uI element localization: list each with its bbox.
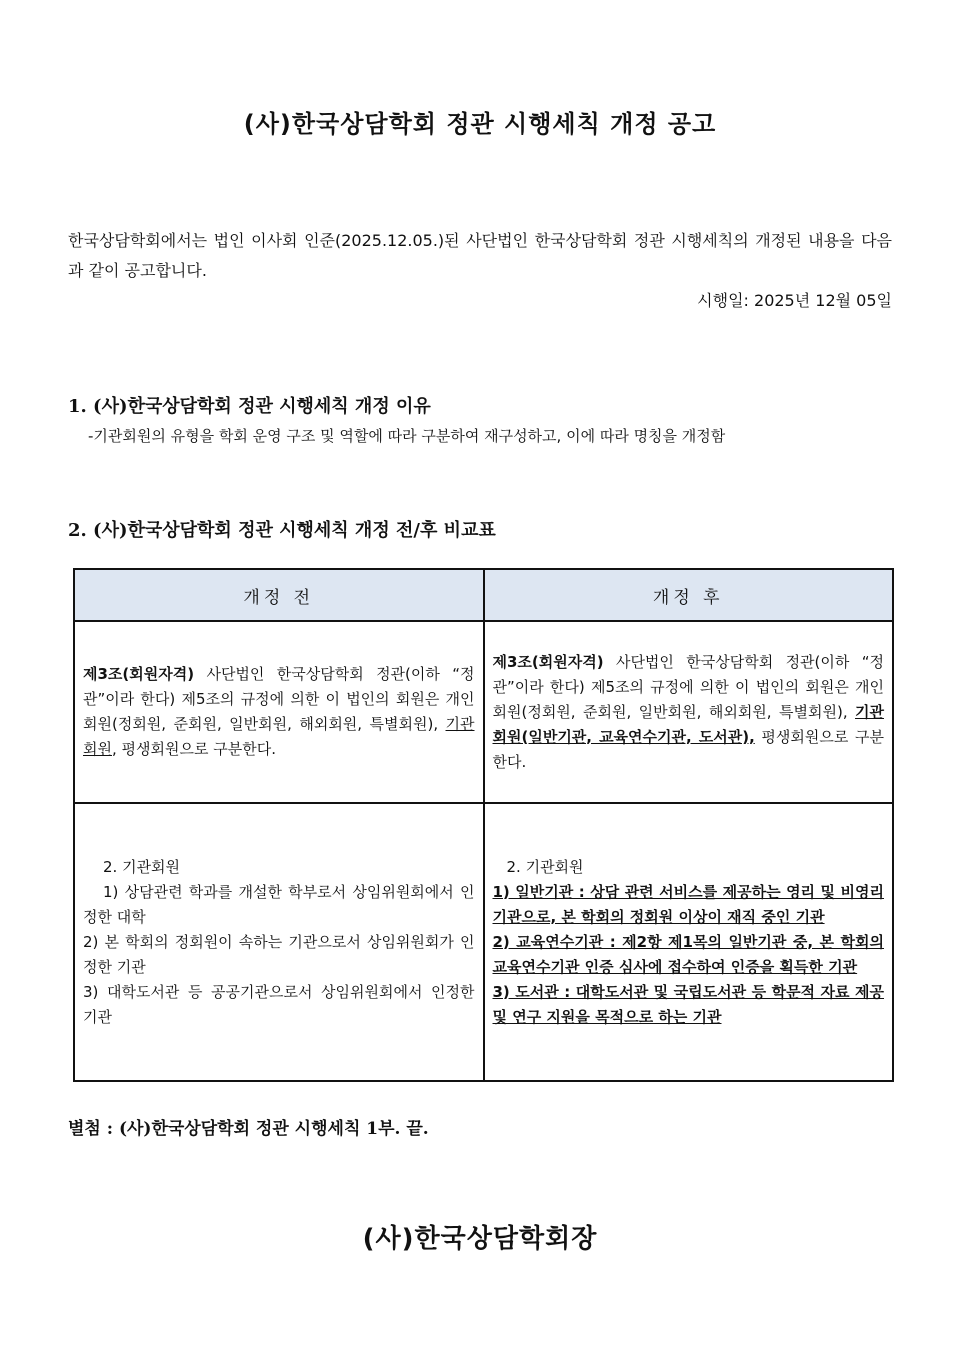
header-after: 개정 후 xyxy=(484,569,894,621)
article-tail: , 평생회원으로 구분한다. xyxy=(111,740,276,758)
effective-date: 시행일: 2025년 12월 05일 xyxy=(697,291,892,310)
intro-paragraph: 한국상담학회에서는 법인 이사회 인준(2025.12.05.)된 사단법인 한국상담학회 정관 시행세칙의 개정된 내용을 다음과 같이 공고합니다. xyxy=(68,231,892,280)
list-item: 3) 도서관 : 대학도서관 및 국립도서관 등 학문적 자료 제공 및 연구 지원을 목적으로 하는 기관 xyxy=(492,982,884,1026)
row1-before-text xyxy=(83,662,475,762)
list-item-text: 3) 대학도서관 등 공공기관으로서 상임위원회에서 인정한 기관 xyxy=(83,982,475,1026)
row2-before-cell xyxy=(74,803,484,1081)
article-label: 제3조(회원자격) xyxy=(83,665,195,683)
list-item-text: 2) 본 학회의 정회원이 속하는 기관으로서 상임위원회가 인정한 기관 xyxy=(83,932,475,976)
attachment-note: 별첨 : (사)한국상담학회 정관 시행세칙 1부. 끝. xyxy=(68,1119,429,1139)
section2-heading: 2. (사)한국상담학회 정관 시행세칙 개정 전/후 비교표 xyxy=(68,520,496,541)
row1-before-cell xyxy=(74,621,484,803)
table-row xyxy=(74,621,893,803)
article-body: 사단법인 한국상담학회 정관(이하 “정관”이라 한다) 제5조의 규정에 의한 이 법인의 회원은 개인회원(정회원, 준회원, 일반회원, 해외회원, 특별회원), xyxy=(492,652,884,721)
list-item xyxy=(83,930,475,980)
underlined-term: 기관회원(일반기관, 교육연수기관, 도서관), xyxy=(492,702,884,746)
list-item xyxy=(83,980,475,1030)
row2-before-heading: 2. 기관회원 xyxy=(103,857,181,876)
list-item-text: 1) 상담관련 학과를 개설한 학부로서 상임위원회에서 인정한 대학 xyxy=(83,882,475,926)
article-body: 사단법인 한국상담학회 정관(이하 “정관”이라 한다) 제5조의 규정에 의한 이 법인의 회원은 개인회원(정회원, 준회원, 일반회원, 해외회원, 특별회원), xyxy=(83,665,475,733)
comparison-table xyxy=(73,568,894,1082)
table-header-row xyxy=(74,569,893,621)
list-item xyxy=(83,880,475,930)
article-label: 제3조(회원자격) xyxy=(492,652,604,671)
header-before: 개정 전 xyxy=(74,569,484,621)
row2-after-cell xyxy=(484,803,894,1081)
section1-text: -기관회원의 유형을 학회 운영 구조 및 역할에 따라 구분하여 재구성하고, 이에 따라 명칭을 개정함 xyxy=(88,427,726,445)
row2-after-heading: 2. 기관회원 xyxy=(506,857,584,876)
list-item: 1) 일반기관 : 상담 관련 서비스를 제공하는 영리 및 비영리 기관으로, 본 학회의 정회원 이상이 재직 중인 기관 xyxy=(492,882,884,926)
underlined-term: 기관회원 xyxy=(83,715,475,758)
signature: (사)한국상담학회장 xyxy=(362,1224,598,1254)
row1-after-text xyxy=(493,650,885,775)
article-tail: 평생회원으로 구분한다. xyxy=(492,727,884,771)
list-item: 2) 교육연수기관 : 제2항 제1목의 일반기관 중, 본 학회의 교육연수기관 인증 심사에 접수하여 인증을 획득한 기관 xyxy=(492,932,884,976)
section1-heading: 1. (사)한국상담학회 정관 시행세칙 개정 이유 xyxy=(68,396,431,417)
row1-after-cell xyxy=(484,621,894,803)
document-title: (사)한국상담학회 정관 시행세칙 개정 공고 xyxy=(243,110,717,138)
table-row xyxy=(74,803,893,1081)
